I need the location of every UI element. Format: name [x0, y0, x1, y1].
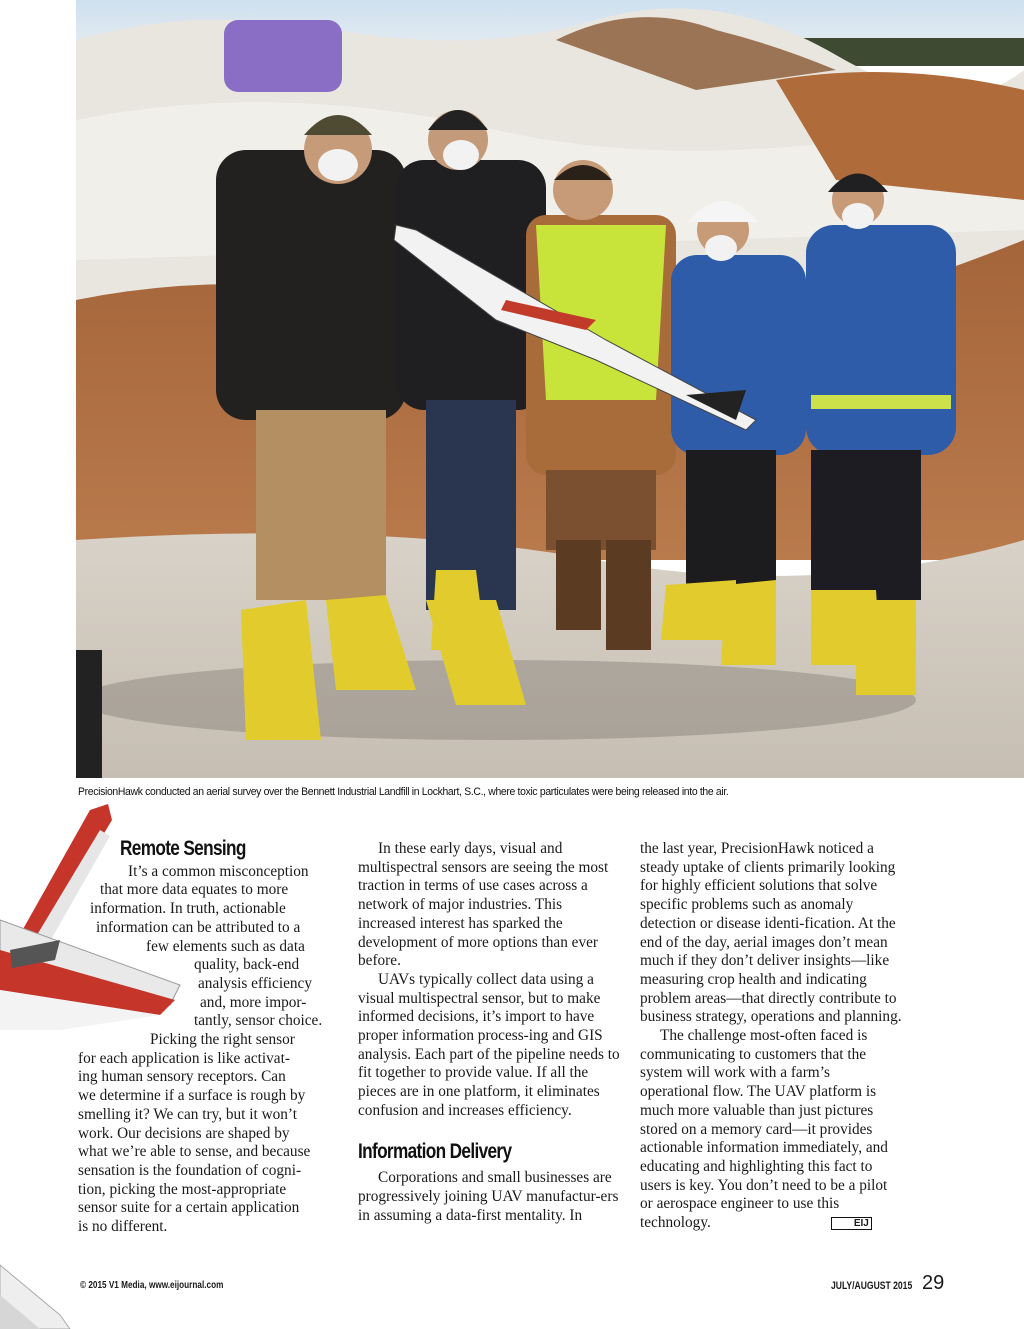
heading-remote-sensing: Remote Sensing: [120, 837, 246, 860]
drone-tail-graphic: [0, 1255, 80, 1329]
heading-information-delivery: Information Delivery: [358, 1139, 512, 1163]
footer-copyright: © 2015 V1 Media, www.eijournal.com: [80, 1280, 224, 1291]
text-line: information can be attributed to a: [96, 918, 301, 936]
text-line: is no different.: [78, 1218, 168, 1236]
text-line: and, more impor-: [200, 993, 307, 1011]
column-1: [78, 837, 338, 1237]
page-number: 29: [922, 1272, 945, 1294]
text-line: ing human sensory receptors. Can: [78, 1068, 286, 1086]
text-line: tantly, sensor choice.: [194, 1012, 323, 1030]
photo-caption: PrecisionHawk conducted an aerial survey over the Bennett Industrial Landfill in Lockhart, S.C., where toxic particulates were being released into the air.: [78, 786, 729, 798]
text-line: what we’re able to sense, and because: [78, 1143, 311, 1161]
text-line: quality, back-end: [194, 956, 300, 974]
text-line: few elements such as data: [146, 937, 305, 955]
paragraph: UAVs typically collect data using a visual multispectral sensor, but to make informed decisions, it’s import to have proper information process-ing and GIS analysis. Each part of the pipeline needs to fit together to provide value. If all the pieces are in one platform, it eliminates confusion and increases efficiency.: [358, 970, 620, 1119]
paragraph: [640, 1027, 902, 1233]
text-line: It’s a common misconception: [128, 862, 309, 880]
footer-issue-date: JULY/AUGUST 2015: [831, 1280, 913, 1292]
paragraph: In these early days, visual and multispectral sensors are seeing the most traction in terms of use cases across a network of major industries. This increased interest has sparked the development of more options than ever before.: [358, 840, 609, 970]
text-line: analysis efficiency: [198, 974, 312, 992]
end-of-article-mark: EIJ: [831, 1217, 872, 1230]
text-line: we determine if a surface is rough by: [78, 1087, 306, 1105]
column-3: [640, 840, 902, 1233]
text-line: for each application is like activat-: [78, 1049, 290, 1067]
text-line: information. In truth, actionable: [90, 900, 286, 918]
text-line: that more data equates to more: [100, 881, 289, 899]
column-2: [358, 840, 620, 1225]
text-line: work. Our decisions are shaped by: [78, 1124, 290, 1142]
paragraph: the last year, PrecisionHawk noticed a steady uptake of clients primarily looking for highly efficient solutions that solve specific problems such as anomaly detection or disease identi-fication. At the end of the day, aerial images don’t mean much if they don’t deliver insights—like measuring crop health and indicating problem areas—that directly contribute to business strategy, operations and planning.: [640, 840, 902, 1026]
text-line: smelling it? We can try, but it won’t: [78, 1105, 297, 1123]
text-line: Picking the right sensor: [150, 1031, 295, 1049]
landfill-team-photo: [76, 0, 1024, 778]
paragraph-text: The challenge most-often faced is communicating to customers that the system will work with a farm’s operational flow. The UAV platform is much more valuable than just pictures stored on a memory card—it provides actionable information immediately, and educating and highlighting this fact to users is key. You don’t need to be a pilot or aerospace engineer to use this technology.: [640, 1027, 888, 1232]
paragraph: Corporations and small businesses are progressively joining UAV manufactur-ers in assuming a data-first mentality. In: [358, 1169, 619, 1224]
text-line: sensor suite for a certain application: [78, 1199, 300, 1217]
text-line: sensation is the foundation of cogni-: [78, 1161, 302, 1179]
text-line: tion, picking the most-appropriate: [78, 1180, 287, 1198]
